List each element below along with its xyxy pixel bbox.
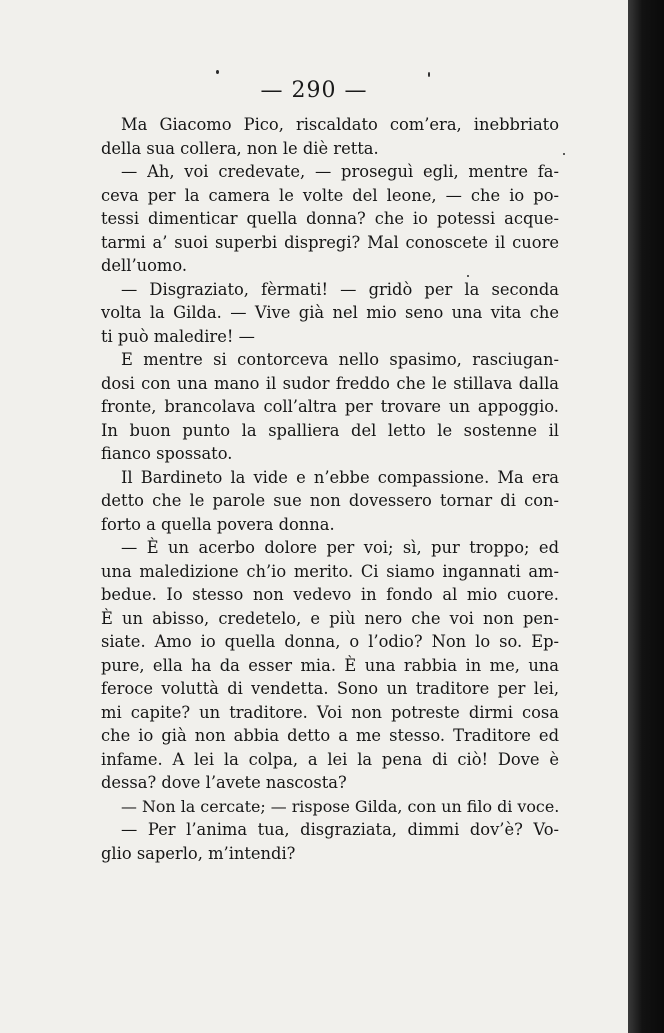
text-line: ceva per la camera le volte del leone, — che io po- [101, 185, 559, 205]
text-line: siate. Amo io quella donna, o l’odio? Non lo so. Ep- [101, 632, 559, 651]
text-line: In buon punto la spalliera del letto le sostenne il [101, 420, 559, 440]
text-line: dosi con una mano il sudor freddo che le stillava dalla [101, 373, 559, 393]
text-line: detto che le parole sue non dovessero tornar di con- [101, 491, 559, 510]
text-line: una maledizione ch’io merito. Ci siamo ingannati am- [101, 561, 559, 581]
text-line: glio saperlo, m’intendi? [101, 843, 296, 863]
text-line: dessa? dove l’avete nascosta? [101, 773, 347, 792]
text-line: — È un acerbo dolore per voi; sì, pur troppo; ed [121, 538, 559, 557]
body-text [101, 113, 559, 865]
text-line: forto a quella povera donna. [101, 514, 335, 534]
text-line: ti può maledire! — [101, 326, 255, 346]
text-line: tessi dimenticar quella donna? che io potessi acque- [101, 209, 559, 228]
text-line: E mentre si contorceva nello spasimo, rasciugan- [121, 350, 559, 369]
ink-speck [563, 153, 565, 155]
text-line: Il Bardineto la vide e n’ebbe compassione. Ma era [121, 467, 559, 487]
page-number: — 290 — [260, 78, 368, 103]
text-line: — Disgraziato, fèrmati! — gridò per la seconda [121, 279, 559, 299]
text-line: tarmi a’ suoi superbi dispregi? Mal conoscete il cuore [101, 232, 559, 252]
text-line: Ma Giacomo Pico, riscaldato com’era, inebbriato [121, 115, 559, 134]
text-line: della sua collera, non le diè retta. [101, 138, 379, 158]
ink-speck [428, 72, 430, 77]
text-line: fianco spossato. [101, 444, 233, 463]
text-line: — Per l’anima tua, disgraziata, dimmi dov’è? Vo- [121, 820, 559, 839]
ink-speck [467, 275, 469, 277]
ink-speck [216, 70, 219, 74]
page-edge-shadow [628, 0, 664, 1033]
text-line: fronte, brancolava coll’altra per trovare un appoggio. [101, 397, 559, 416]
text-line: infame. A lei la colpa, a lei la pena di ciò! Dove è [101, 749, 559, 769]
text-line: volta la Gilda. — Vive già nel mio seno una vita che [101, 303, 559, 322]
text-line: pure, ella ha da esser mia. È una rabbia in me, una [101, 655, 559, 675]
text-line: feroce voluttà di vendetta. Sono un traditore per lei, [101, 679, 559, 698]
text-line: — Non la cercate; — rispose Gilda, con un filo di voce. [121, 796, 560, 816]
text-line: che io già non abbia detto a me stesso. Traditore ed [101, 726, 559, 745]
text-line: — Ah, voi credevate, — proseguì egli, mentre fa- [121, 162, 559, 181]
text-line: mi capite? un traditore. Voi non potreste dirmi cosa [101, 702, 559, 722]
text-line: dell’uomo. [101, 256, 188, 275]
text-line: È un abisso, credetelo, e più nero che voi non pen- [101, 608, 559, 628]
text-line: bedue. Io stesso non vedevo in fondo al mio cuore. [101, 585, 559, 604]
